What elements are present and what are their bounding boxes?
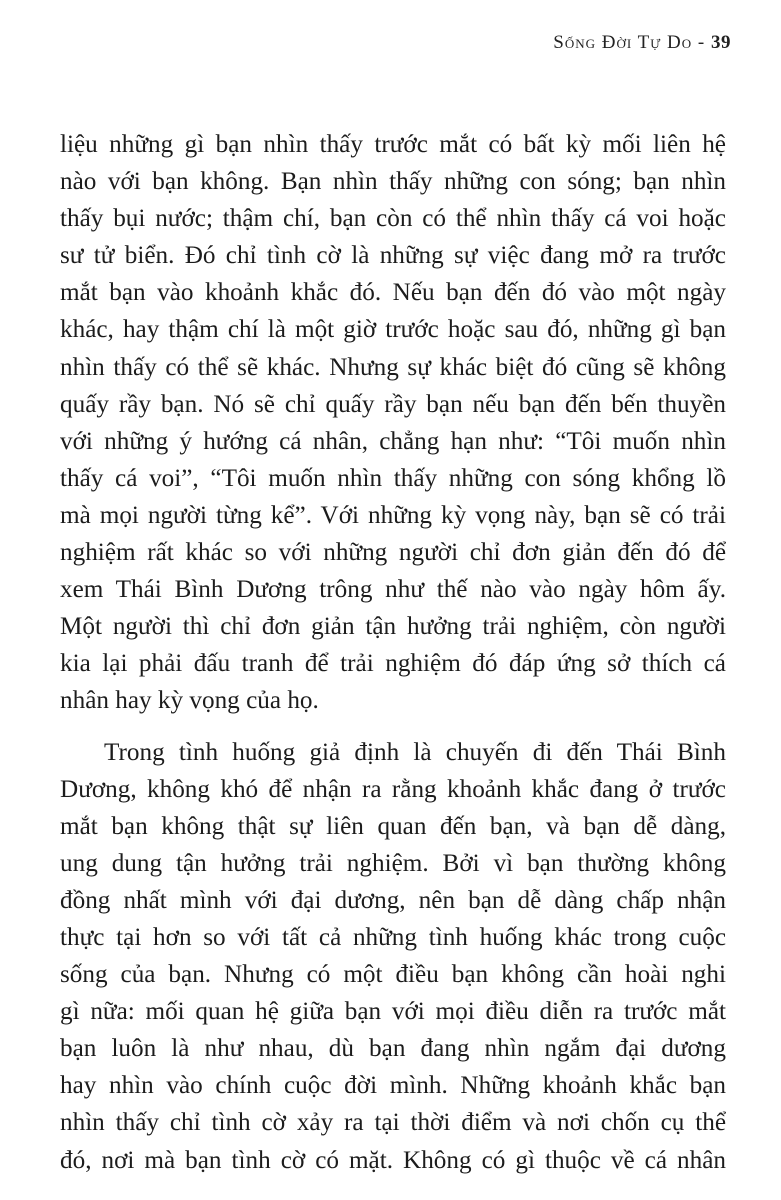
- text-line: hay nhìn vào chính cuộc đời mình. Những khoảnh khắc bạn: [60, 1072, 726, 1100]
- page-number: 39: [711, 32, 731, 53]
- text-line: bạn luôn là như nhau, dù bạn đang nhìn ngắm đại dương: [60, 1035, 726, 1063]
- text-line: nghiệm rất khác so với những người chỉ đơn giản đến đó để: [60, 539, 726, 567]
- header-separator: -: [697, 32, 706, 53]
- text-line: thực tại hơn so với tất cả những tình huống khác trong cuộc: [60, 923, 726, 951]
- paragraph-gap: [60, 720, 726, 734]
- text-line: nào với bạn không. Bạn nhìn thấy những con sóng; bạn nhìn: [60, 168, 726, 196]
- book-title: Sống Đời Tự Do: [553, 32, 693, 53]
- text-line: nhân hay kỳ vọng của họ.: [60, 687, 319, 715]
- text-line: sư tử biển. Đó chỉ tình cờ là những sự việc đang mở ra trước: [60, 242, 726, 270]
- text-line: thấy bụi nước; thậm chí, bạn còn có thể nhìn thấy cá voi hoặc: [60, 205, 726, 233]
- text-line: gì nữa: mối quan hệ giữa bạn với mọi điều diễn ra trước mắt: [60, 998, 726, 1026]
- body-text: [60, 126, 726, 1179]
- text-line: kia lại phải đấu tranh để trải nghiệm đó đáp ứng sở thích cá: [60, 650, 726, 678]
- paragraph-1: [60, 126, 726, 720]
- text-line: với những ý hướng cá nhân, chẳng hạn như: “Tôi muốn nhìn: [60, 427, 726, 455]
- text-line: mắt bạn không thật sự liên quan đến bạn, và bạn dễ dàng,: [60, 812, 726, 840]
- text-line: mà mọi người từng kể”. Với những kỳ vọng này, bạn sẽ có trải: [60, 501, 726, 529]
- running-header: [553, 32, 731, 54]
- text-line: Một người thì chỉ đơn giản tận hưởng trải nghiệm, còn người: [60, 613, 726, 641]
- paragraph-2: [60, 734, 726, 1179]
- text-line: xem Thái Bình Dương trông như thế nào vào ngày hôm ấy.: [60, 576, 726, 604]
- text-line: ung dung tận hưởng trải nghiệm. Bởi vì bạn thường không: [60, 849, 726, 877]
- text-line: đồng nhất mình với đại dương, nên bạn dễ dàng chấp nhận: [60, 886, 726, 914]
- text-line: nhìn thấy có thể sẽ khác. Nhưng sự khác biệt đó cũng sẽ không: [60, 353, 726, 381]
- text-line: Trong tình huống giả định là chuyến đi đến Thái Bình: [104, 738, 726, 766]
- text-line: thấy cá voi”, “Tôi muốn nhìn thấy những con sóng khổng lồ: [60, 464, 726, 492]
- text-line: đó, nơi mà bạn tình cờ có mặt. Không có gì thuộc về cá nhân: [60, 1146, 726, 1174]
- text-line: sống của bạn. Nhưng có một điều bạn không cần hoài nghi: [60, 961, 726, 989]
- text-line: quấy rầy bạn. Nó sẽ chỉ quấy rầy bạn nếu bạn đến bến thuyền: [60, 390, 726, 418]
- text-line: nhìn thấy chỉ tình cờ xảy ra tại thời điểm và nơi chốn cụ thể: [60, 1109, 726, 1137]
- text-line: khác, hay thậm chí là một giờ trước hoặc sau đó, những gì bạn: [60, 316, 726, 344]
- text-line: liệu những gì bạn nhìn thấy trước mắt có bất kỳ mối liên hệ: [60, 131, 726, 158]
- text-line: mắt bạn vào khoảnh khắc đó. Nếu bạn đến đó vào một ngày: [60, 279, 726, 307]
- text-line: Dương, không khó để nhận ra rằng khoảnh khắc đang ở trước: [60, 775, 726, 803]
